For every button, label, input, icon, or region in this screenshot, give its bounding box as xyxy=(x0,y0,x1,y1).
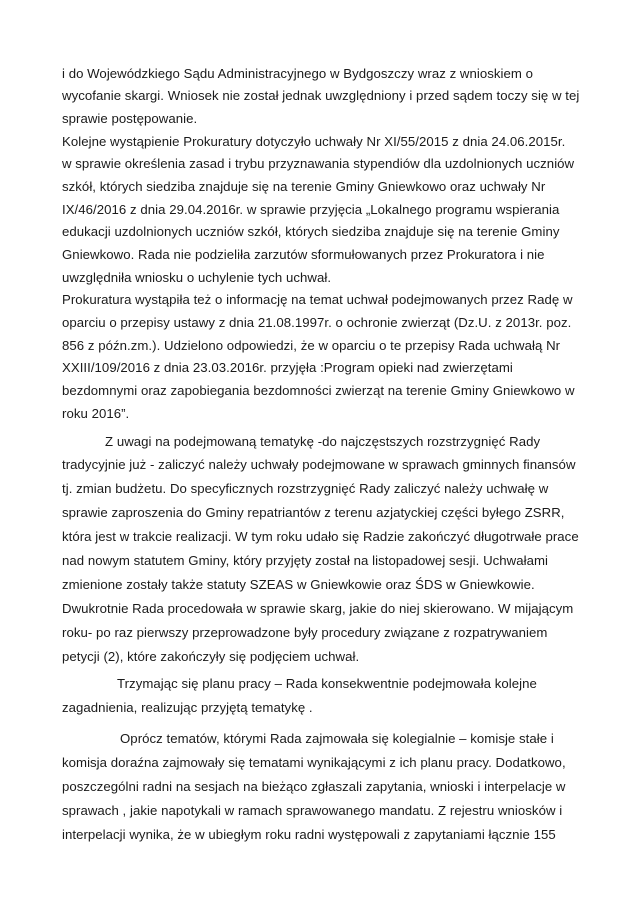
text-line: Dwukrotnie Rada procedowała w sprawie skarg, jakie do niej skierowano. W mijającym xyxy=(62,601,574,616)
text-line: Oprócz tematów, którymi Rada zajmowała się kolegialnie – komisje stałe i xyxy=(120,731,554,746)
text-line: szkół, których siedziba znajduje się na terenie Gminy Gniewkowo oraz uchwały Nr xyxy=(62,179,546,194)
text-line: roku 2016”. xyxy=(62,406,130,421)
text-line: sprawach , jakie napotykali w ramach sprawowanego mandatu. Z rejestru wniosków i xyxy=(62,803,563,818)
text-line: Z uwagi na podejmowaną tematykę -do najczęstszych rozstrzygnięć Rady xyxy=(105,434,541,449)
text-line: sprawie postępowanie. xyxy=(62,111,198,126)
text-line: i do Wojewódzkiego Sądu Administracyjnego w Bydgoszczy wraz z wnioskiem o xyxy=(62,66,534,81)
text-line: Gniewkowo. Rada nie podzieliła zarzutów sformułowanych przez Prokuratora i nie xyxy=(62,247,545,262)
text-line: zagadnienia, realizując przyjętą tematykę . xyxy=(62,700,313,715)
text-line: XXIII/109/2016 z dnia 23.03.2016r. przyjęła :Program opieki nad zwierzętami xyxy=(62,360,513,375)
text-line: edukacji uzdolnionych uczniów szkół, których siedziba znajduje się na terenie Gminy xyxy=(62,224,560,239)
text-line: Kolejne wystąpienie Prokuratury dotyczyło uchwały Nr XI/55/2015 z dnia 24.06.2015r. xyxy=(62,134,566,149)
text-line: która jest w trakcie realizacji. W tym roku udało się Radzie zakończyć długotrwałe prace xyxy=(62,529,579,544)
text-line: tj. zmian budżetu. Do specyficznych rozstrzygnięć Rady zaliczyć należy uchwałę w xyxy=(62,481,549,496)
text-line: w sprawie określenia zasad i trybu przyznawania stypendiów dla uzdolnionych uczniów xyxy=(62,156,575,171)
text-line: wycofanie skargi. Wniosek nie został jednak uwzględniony i przed sądem toczy się w tej xyxy=(62,88,580,103)
text-line: IX/46/2016 z dnia 29.04.2016r. w sprawie przyjęcia „Lokalnego programu wspierania xyxy=(62,202,560,217)
text-line: nad nowym statutem Gminy, który przyjęty został na listopadowej sesji. Uchwałami xyxy=(62,553,549,568)
text-line: petycji (2), które zakończyły się podjęciem uchwał. xyxy=(62,649,360,664)
text-line: poszczególni radni na sesjach na bieżąco zgłaszali zapytania, wnioski i interpelacje w xyxy=(62,779,566,794)
text-line: komisja doraźna zajmowały się tematami wynikającymi z ich planu pracy. Dodatkowo, xyxy=(62,755,566,770)
text-line: interpelacji wynika, że w ubiegłym roku radni występowali z zapytaniami łącznie 155 xyxy=(62,827,556,842)
text-line: sprawie zaproszenia do Gminy repatriantów z terenu azjatyckiej części byłego ZSRR, xyxy=(62,505,565,520)
text-line: oparciu o przepisy ustawy z dnia 21.08.1997r. o ochronie zwierząt (Dz.U. z 2013r. poz. xyxy=(62,315,572,330)
text-line: Prokuratura wystąpiła też o informację na temat uchwał podejmowanych przez Radę w xyxy=(62,292,573,307)
text-line: zmienione zostały także statuty SZEAS w Gniewkowie oraz ŚDS w Gniewkowie. xyxy=(62,577,535,592)
text-line: bezdomnymi oraz zapobiegania bezdomności zwierząt na terenie Gminy Gniewkowo w xyxy=(62,383,575,398)
text-line: Trzymając się planu pracy – Rada konsekwentnie podejmowała kolejne xyxy=(117,676,537,691)
text-line: tradycyjnie już - zaliczyć należy uchwały podejmowane w sprawach gminnych finansów xyxy=(62,457,576,472)
text-line: roku- po raz pierwszy przeprowadzone były procedury związane z rozpatrywaniem xyxy=(62,625,548,640)
text-line: uwzględniła wniosku o uchylenie tych uchwał. xyxy=(62,270,332,285)
text-line: 856 z późn.zm.). Udzielono odpowiedzi, że w oparciu o te przepisy Rada uchwałą Nr xyxy=(62,338,561,353)
